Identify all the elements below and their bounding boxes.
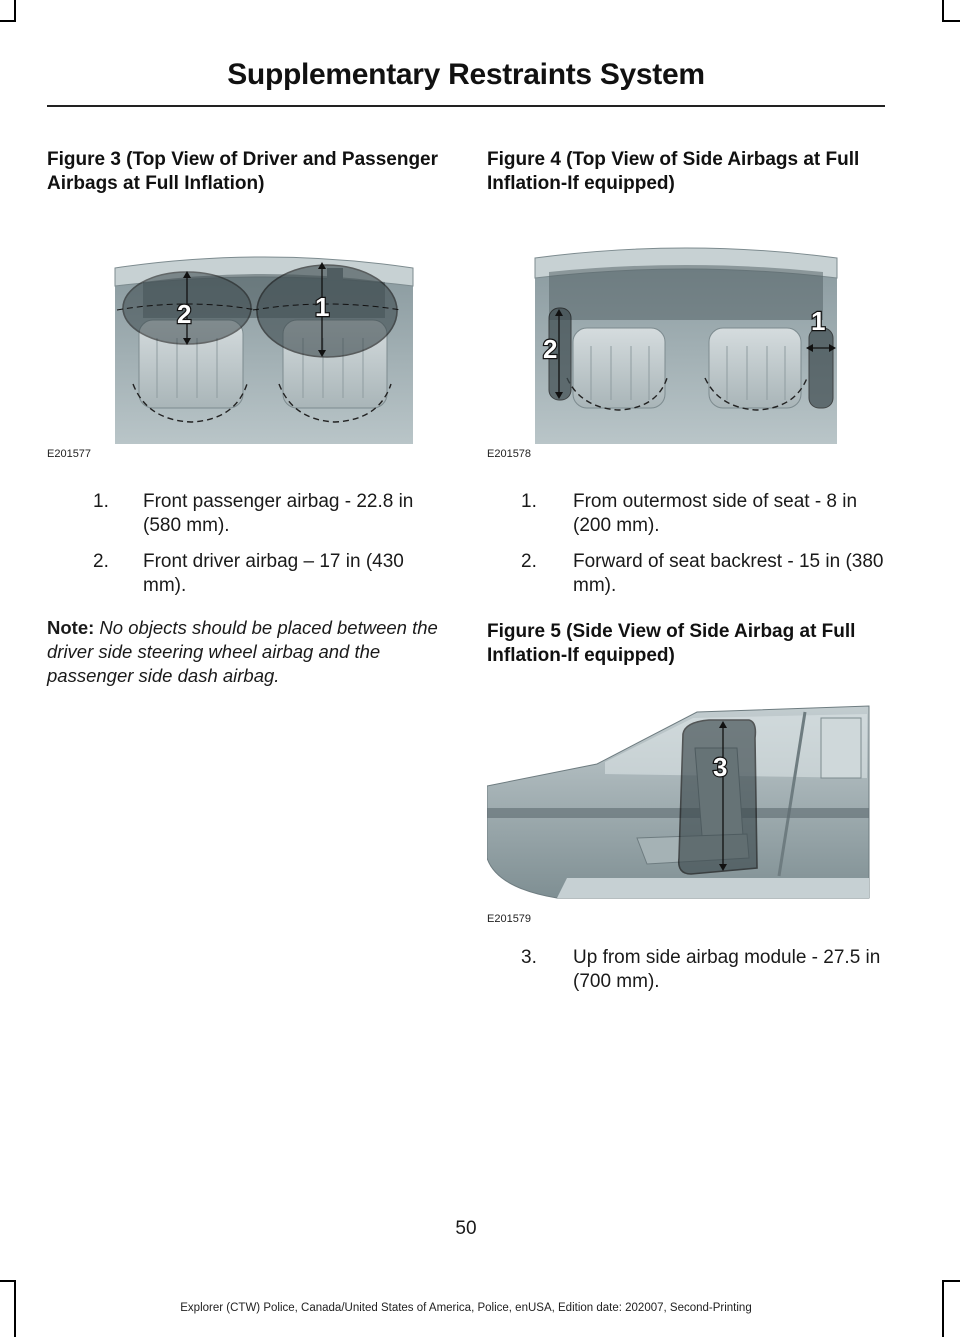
figure5-caption: Figure 5 (Side View of Side Airbag at Full Inflation-If equipped) <box>487 621 856 666</box>
crop-mark <box>942 20 960 22</box>
figure5 <box>487 698 887 960</box>
figure3-list <box>47 490 447 598</box>
list-item-number: 1. <box>521 491 537 512</box>
note-text: No objects should be placed between the driver side steering wheel airbag and the passenger side dash airbag. <box>47 617 438 686</box>
list-item <box>487 550 887 598</box>
figure3-illustration <box>47 208 447 448</box>
list-item <box>487 946 887 994</box>
right-column <box>487 148 887 994</box>
list-item-number: 3. <box>521 947 537 968</box>
crop-mark <box>942 1280 944 1337</box>
figure4-caption: Figure 4 (Top View of Side Airbags at Full Inflation-If equipped) <box>487 149 860 194</box>
figure3 <box>47 208 447 470</box>
list-item-text: Up from side airbag module - 27.5 in (700 mm). <box>573 947 881 992</box>
list-item-number: 1. <box>93 491 109 512</box>
page-title: Supplementary Restraints System <box>227 58 705 91</box>
list-item-number: 2. <box>521 551 537 572</box>
list-item <box>47 550 447 598</box>
crop-mark <box>942 0 944 22</box>
page-number: 50 <box>455 1218 477 1239</box>
figure3-callout-1: 1 <box>315 292 330 322</box>
figure4-callout-1: 1 <box>811 306 826 336</box>
list-item <box>47 490 447 538</box>
figure5-code: E201579 <box>487 913 532 925</box>
list-item-text: Front driver airbag – 17 in (430 mm). <box>143 551 404 596</box>
crop-mark <box>14 0 16 22</box>
header-rule <box>47 105 885 107</box>
crop-mark <box>0 20 16 22</box>
list-item-number: 2. <box>93 551 109 572</box>
figure3-code: E201577 <box>47 448 92 460</box>
crop-mark <box>942 1280 960 1282</box>
list-item <box>487 490 887 538</box>
figure4-code: E201578 <box>487 448 532 460</box>
figure5-callout-3: 3 <box>713 752 728 782</box>
figure3-callout-2: 2 <box>177 299 192 329</box>
note-label: Note: <box>47 617 95 638</box>
figure4 <box>487 208 887 470</box>
figure5-list <box>487 946 887 994</box>
left-column <box>47 148 447 688</box>
list-item-text: Forward of seat backrest - 15 in (380 mm). <box>573 551 884 596</box>
crop-mark <box>0 1280 16 1282</box>
figure4-illustration <box>487 208 887 448</box>
footer-text: Explorer (CTW) Police, Canada/United States of America, Police, enUSA, Edition date: 202007, Second-Printing <box>180 1302 752 1314</box>
list-item-text: Front passenger airbag - 22.8 in (580 mm). <box>143 491 414 536</box>
figure4-list <box>487 490 887 598</box>
list-item-text: From outermost side of seat - 8 in (200 mm). <box>573 491 858 536</box>
figure5-illustration <box>487 698 887 908</box>
figure4-callout-2: 2 <box>543 334 558 364</box>
note <box>47 616 447 688</box>
figure3-caption: Figure 3 (Top View of Driver and Passenger Airbags at Full Inflation) <box>47 149 439 194</box>
